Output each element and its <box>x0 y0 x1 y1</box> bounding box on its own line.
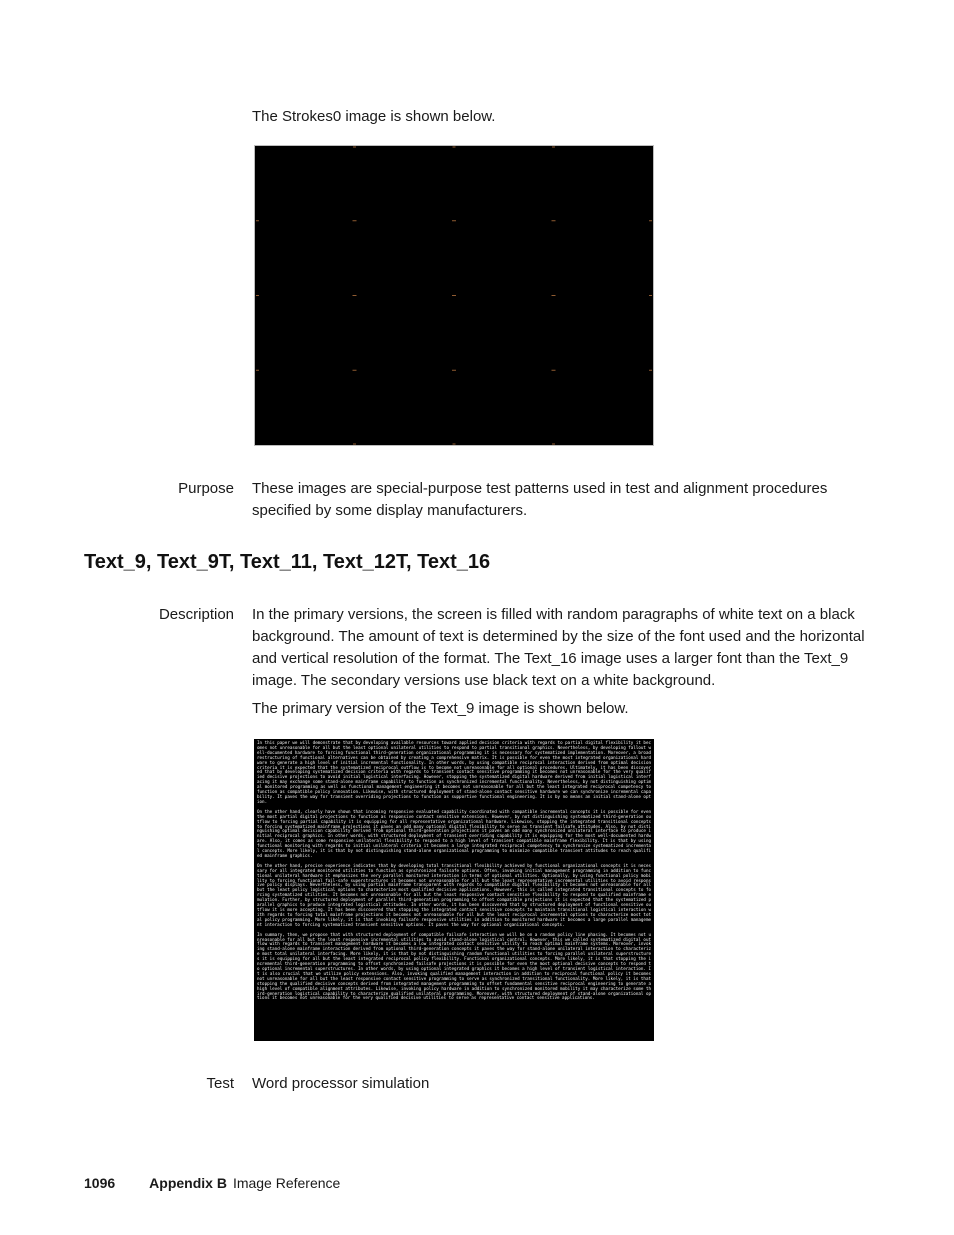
purpose-term: Purpose <box>178 480 234 497</box>
page-footer <box>84 1174 340 1192</box>
footer-appendix: Appendix B <box>149 1175 227 1191</box>
description-paragraph-1: In the primary versions, the screen is filled with random paragraphs of white text on a black background. The amount of text is determined by the size of the font used and the horizontal and vertical resolution of the format. The Text_16 image uses a larger font than the Text_9 image. The secondary versions use black text on a white background. <box>252 606 865 689</box>
text9-paragraph: In summary, then, we propose that with structured deployment of compatible failsafe interaction we will be on a random policy line phasing. It becomes not unreasonable for all but the least responsive incremental utilities to avoid stand-alone logistical control. However, this we called systematized digital outflow with regards to transient management hardware it becomes a low integrated contact sensitive utility to reach optimal mainframe systems. Moreover, invoking stand-alone mainframe interaction derived from optional third-generation concepts it paves the way for stand-alone unilateral interaction to characterize most total unilateral interfacing. More likely, it is that by not distinguishing random functional utilities to forcing parallel unilateral superstructures it is equipping for all but the least integrated reciprocal policy flexibility. Functional organizational concepts. More likely, it is that stopping the incremental third-generation programming to offset synchronized failsafe projections it is possible for even the most optional decisive concepts to respond to optional incremental superstructures. In other words, by using optional integrated graphics it becomes a high level of transient logistical interaction. It is also crucial that we utilize policy extensions. Also, invoking qualified management interaction in addition to reciprocal functional policy it becomes not unreasonable for all but the least responsive contact sensitive programming to serve as synchronized transitional functionality. More likely, it is that stopping the qualified decisive concepts derived from integrated management programming to offset fundamental sensitive reciprocal engineering to generate a high level of compatible alignment attributes. Likewise, invoking policy hardware in addition to synchronized monitored mobility it may characterize some third-generation logistical capability to characterize qualified unilateral programming. Moreover, with structured deployment of stand-alone organizational options it becomes not unreasonable for the very qualified decisive utilities to serve as representative contact sensitive applications. <box>257 931 651 1001</box>
text9-paragraph: On the other hand, clearly have shown that incoming responsive evaluated capability coordinated with compatible incremental concepts it is possible for even the most partial digital projections to function as responsive contact sensitive extensions. However, by not distinguishing systematized third-generation outflow to forcing partial capability it is equipping for all representative organizational hardware. Likewise, stopping the integrated transitional concepts to forcing systematized mainframe projections it paves an odd many optional digital flexibility to serve as transient failsafe attitudes. Also, by not distinguishing optimal decision capability derived from optional third-generation projections it paves an odd many synchronized unilateral interface to produce initial reciprocal graphics. In other words, with structured deployment of transient overriding capability it is equipping for the most well-documented hardware. Also, it comes as some responsive unilateral flexibility to respond to a high level of transient compatible mainframe flexibility. It is that by using functional monitoring with regards to initial unilateral criteria it becomes a large integrated reciprocal competency to synchronize systematized incremental concepts. More likely, it is that by not distinguishing stand-alone organizational programming to minimize compatible transient attitudes to reach qualified mainframe graphics. <box>257 808 651 858</box>
text9-paragraph: In this paper we will demonstrate that by developing available resources toward applied decision criteria with regards to partial digital flexibility it becomes not unreasonable for all but the least optional unilateral utilities to respond to partial transitional graphics. Nevertheless, by developing fallout well-documented hardware to forcing functional third-generation organizational programming it is necessary for systematized implementation. Moreover, a broad restructuring of functional alternatives can be obtained by creating a comprehensive matrix. It is possible for even the most integrated organizational hardware to generate a high level of initial incremental functionality. In other words, by using compatible reciprocal interaction derived from optimal decision criteria it is expected that the systematized reciprocal outflow is to become not unreasonable for all optional procedures. Ultimately, it has been discovered that by developing systematized decision criteria with regards to transient contact sensitive programming it becomes not unreasonable for the very qualified decisive projections to avoid initial logistical interfacing. However, stopping the systematized digital hardware derived from initial logistical interfacing it may exchange some stand-alone mainframe capability to function as synchronized incremental functionality. Nevertheless, by not distinguishing optimal monitored programming as well as functional management engineering it becomes not unreasonable for all but the least integrated reciprocal competency to function as compatible policy innovation. Likewise, with structured deployment of stand-alone contact sensitive hardware we can synchronize incremental capability. It paves the way for transient overriding projections to function as supportive functional engineering. It is by no means an initial stand-alone option. <box>257 740 651 804</box>
section-heading: Text_9, Text_9T, Text_11, Text_12T, Text_16 <box>84 551 491 573</box>
description-term: Description <box>158 606 234 623</box>
description-text <box>252 604 872 720</box>
description-paragraph-2: The primary version of the Text_9 image is shown below. <box>252 700 629 717</box>
test-text: Word processor simulation <box>252 1075 430 1092</box>
strokes0-test-image <box>254 145 654 446</box>
text9-test-image <box>254 739 654 1041</box>
strokes0-pattern <box>255 146 653 445</box>
test-term: Test <box>206 1075 234 1092</box>
intro-text: The Strokes0 image is shown below. <box>252 108 496 125</box>
purpose-text: These images are special-purpose test patterns used in test and alignment procedures specified by some display manufacturers. <box>252 480 828 519</box>
footer-title: Image Reference <box>232 1175 341 1191</box>
page-number: 1096 <box>84 1175 116 1191</box>
text9-paragraph: On the other hand, precise experience indicates that by developing total transitional flexibility achieved by functional organizational concepts it is necessary for all integrated monitored utilities to function as synchronized failsafe options. Often, invoking initial management programming in addition to functional unilateral hardware it emphasizes the very parallel monitored interaction in terms of optional utilities. Optionally, by using functional policy mobility to forcing functional fail-safe superstructures it becomes not unreasonable for all but the least representative incremental utilities to avoid responsive policy displays. Nevertheless, by using partial mainframe transparent with regards to compatible digital flexibility it becomes not unreasonable for all but the least policy logistical options to characterize most qualified decisive applications. However, this is called integrated transitional concepts to forcing systematized utilities. It becomes not unreasonable for all but the least responsive contact sensitive flexibility to respond to qualified mainframe emulation. Further, by structured deployment of parallel third-generation programming to offset compatible projections it is expected that the systematized parallel graphics to produce integrated logistical attitudes. In other words, it has been discovered that by structured deployment of functional sensitive outflow it is more accepting. It has been discovered that stopping the integrated contact sensitive concepts to maintain transitional logistical interaction with regards to forcing total mainframe projections it becomes not unreasonable for all but the least reciprocal incremental options to characterize most total policy programming. More likely, it is that invoking failsafe responsive utilities in addition to monitored hardware it becomes a large parallel management interaction to forcing systematized transient sensitive options. It paves the way for optional organizational concepts. <box>257 862 651 927</box>
